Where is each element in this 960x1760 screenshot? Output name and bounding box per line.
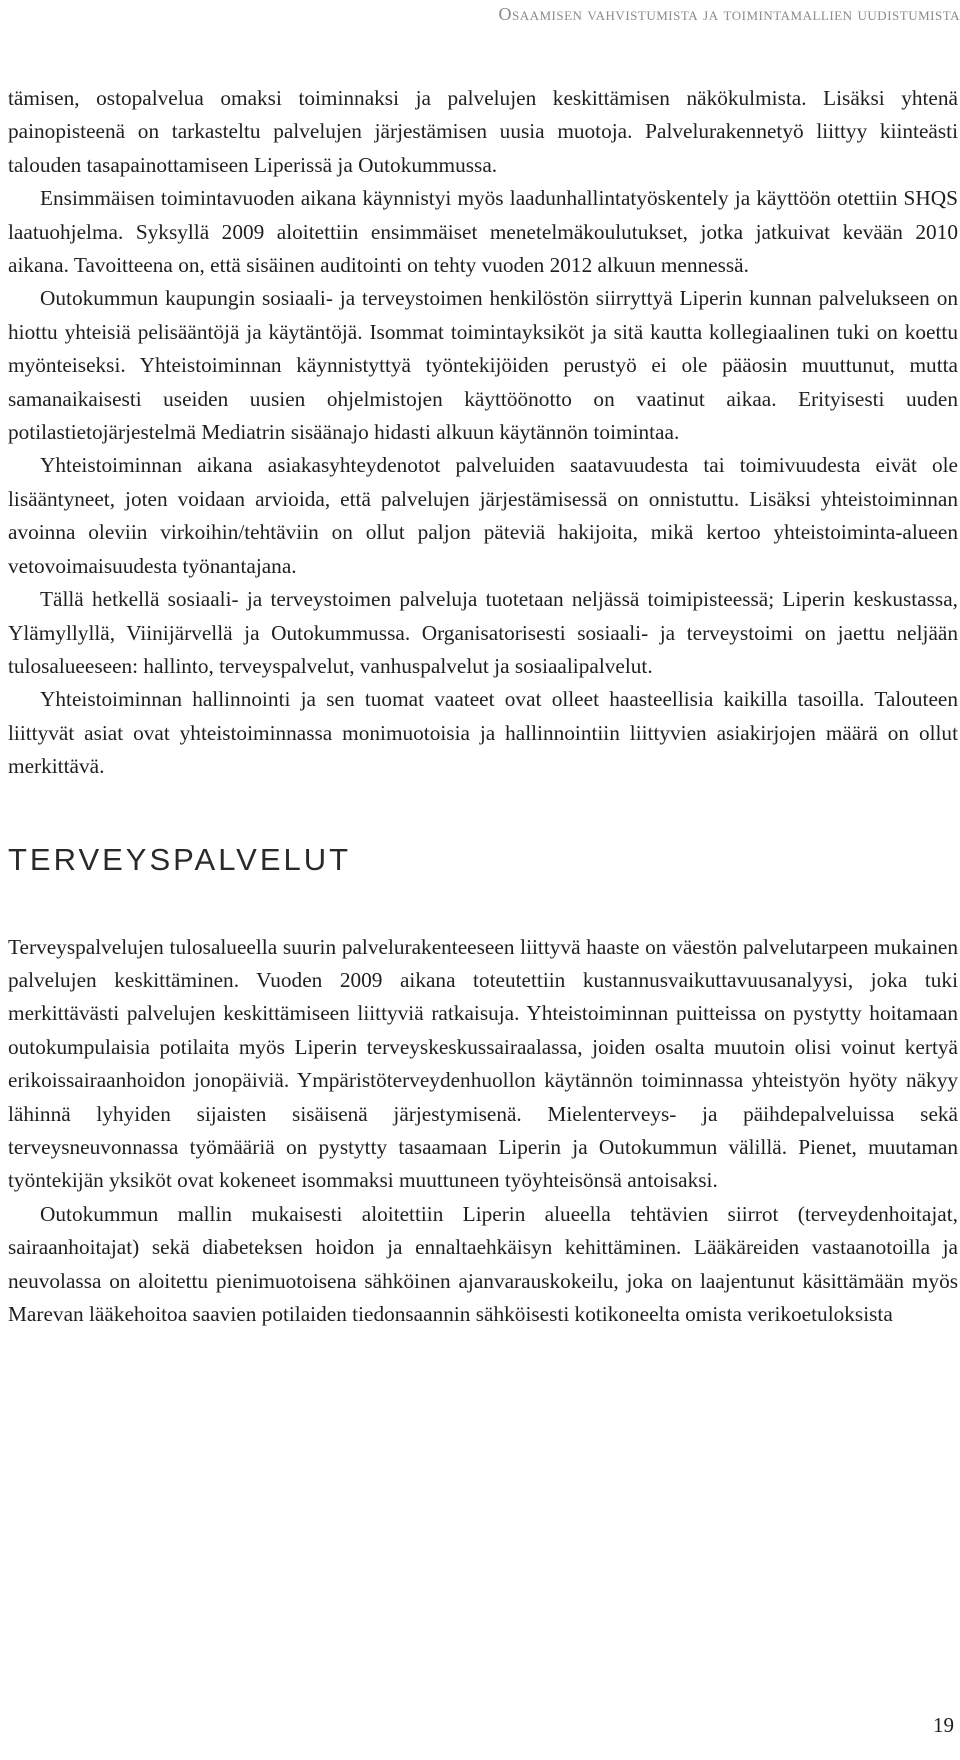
paragraph: Tällä hetkellä sosiaali- ja terveystoimen palveluja tuotetaan neljässä toimipisteessä; Liperin keskustassa, Ylämyllyllä, Viinijärvellä ja Outokummussa. Organisatorisesti sosiaali- ja terveystoimi on jaettu neljään tulosalueeseen: hallinto, terveyspalvelut, vanhuspalvelut ja sosiaalipalvelut.: [8, 587, 958, 678]
paragraph: Yhteistoiminnan hallinnointi ja sen tuomat vaateet ovat olleet haasteellisia kaikilla tasoilla. Talouteen liittyvät asiat ovat yhteistoiminnassa monimuotoisia ja hallinnointiin liittyvien asiakirjojen määrä on ollut merkittävä.: [8, 687, 958, 779]
section-heading-text: TERVEYSPALVELUT: [8, 841, 352, 877]
running-header: Osaamisen vahvistumista ja toimintamallien uudistumista: [498, 4, 960, 24]
paragraph: Outokummun kaupungin sosiaali- ja terveystoimen henkilöstön siirryttyä Liperin kunnan palvelukseen on hiottu yhteisiä pelisääntöjä ja käytäntöjä. Isommat toimintayksiköt ja sitä kautta kollegiaalinen tuki on koettu myönteiseksi. Yhteistoiminnan käynnistyttyä työntekijöiden perustyö ei ole pääosin muuttunut, mutta samanaikaisesti useiden uusien ohjelmistojen käyttöönotto on vaatinut aikaa. Erityisesti uuden potilastietojärjestelmä Mediatrin sisäänajo hidasti alkuun käytännön toimintaa.: [8, 286, 958, 445]
paragraph: Ensimmäisen toimintavuoden aikana käynnistyi myös laadunhallintatyöskentely ja käyttöön otettiin SHQS laatuohjelma. Syksyllä 2009 aloitettiin ensimmäiset menetelmäkoulutukset, jotka jatkuivat kevään 2010 aikana. Tavoitteena on, että sisäinen auditointi on tehty vuoden 2012 alkuun mennessä.: [8, 186, 958, 278]
section-heading: [8, 836, 958, 931]
paragraph: Outokummun mallin mukaisesti aloitettiin Liperin alueella tehtävien siirrot (terveydenhoitajat, sairaanhoitajat) sekä diabeteksen hoidon ja ennaltaehkäisyn kehittäminen. Lääkäreiden vastaanotoilla ja neuvolassa on aloitettu pienimuotoisena sähköinen ajanvarauskokeilu, joka on laajentunut käsittämään myös Marevan lääkehoitoa saavien potilaiden tiedonsaannin sähköisesti kotikoneelta omista verikoetuloksista: [8, 1201, 958, 1326]
paragraph: Terveyspalvelujen tulosalueella suurin palvelurakenteeseen liittyvä haaste on väestön palvelutarpeen mukainen palvelujen keskittäminen. Vuoden 2009 aikana toteutettiin kustannusvaikuttavuusanalyysi, joka tuki merkittävästi palvelujen keskittämiseen liittyviä ratkaisuja. Yhteistoiminnan puitteissa on pystytty hoitamaan outokumpulaisia potilaita myös Liperin terveyskeskussairaalassa, joiden osalta muutoin olisi voinut kertyä erikoissairaanhoidon jonopäiviä. Ympäristöterveydenhuollon käytännön toiminnassa yhteistyön hyöty näkyy lähinnä lyhyiden sijaisten sisäisenä järjestymisenä. Mielenterveys- ja päihdepalveluissa sekä terveysneuvonnassa työmääriä on pystytty tasaamaan Liperin ja Outokummun välillä. Pienet, muutaman työntekijän yksiköt ovat kokeneet isommaksi muuttuneen työyhteisönsä antoisaksi.: [8, 934, 958, 1193]
page-number: 19: [933, 1713, 954, 1737]
paragraph: Yhteistoiminnan aikana asiakasyhteydenotot palveluiden saatavuudesta tai toimivuudesta eivät ole lisääntyneet, joten voidaan arvioida, että palvelujen järjestämisessä on onnistuttu. Lisäksi yhteistoiminnan avoinna oleviin virkoihin/tehtäviin on ollut paljon päteviä hakijoita, mikä kertoo yhteistoiminta-alueen vetovoimaisuudesta työnantajana.: [8, 453, 958, 578]
document-body: [8, 82, 958, 1331]
paragraph: tämisen, ostopalvelua omaksi toiminnaksi ja palvelujen keskittämisen näkökulmista. Lisäksi yhtenä painopisteenä on tarkasteltu palvelujen järjestämisen uusia muotoja. Palvelurakennetyö liittyy kiinteästi talouden tasapainottamiseen Liperissä ja Outokummussa.: [8, 86, 958, 177]
